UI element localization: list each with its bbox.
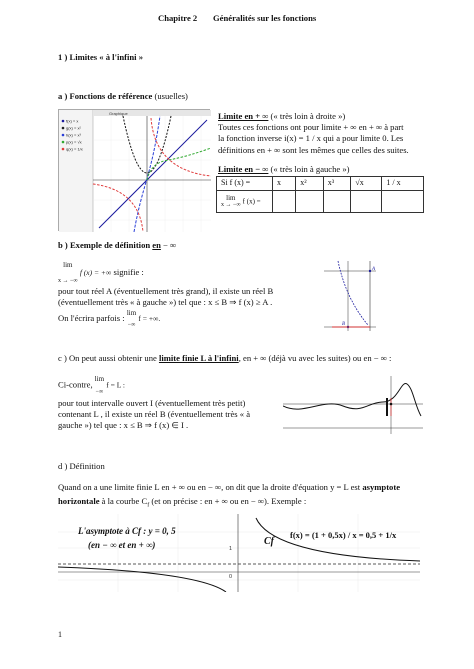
part-c-text1: pour tout intervalle ouvert I (éventuellement très petit) (58, 398, 246, 408)
limit-plus-title-rest: (« très loin à droite ») (268, 111, 346, 121)
part-d-tick-1: 1 (229, 546, 233, 552)
part-a-title-rest: (usuelles) (152, 91, 188, 101)
part-c-title (58, 353, 448, 364)
limit-plus-text2: la fonction inverse i(x) = 1 / x qui a pour limite 0. Les (218, 133, 404, 144)
part-d-text1b: asymptote (362, 482, 401, 492)
part-d-text-line2 (58, 496, 458, 511)
part-d-text2-sub: f (147, 502, 150, 509)
part-d-formula: f(x) = (1 + 0,5x) / x = 0,5 + 1/x (290, 530, 397, 540)
limits-table-cell-x2: x² (296, 177, 324, 191)
limit-minus-title: Limite en − ∞ (218, 164, 269, 174)
part-d-text2c: (et on précise : en + ∞ ou en − ∞). Exemple : (149, 496, 307, 506)
geogebra-item-4: p(x) = √x (66, 139, 82, 145)
part-c-graph (283, 376, 423, 434)
part-b-limit-statement (58, 262, 144, 284)
part-c-lim: lim −∞ (94, 375, 105, 395)
geogebra-screenshot (58, 109, 210, 231)
geogebra-panel-label: Graphique (109, 111, 128, 116)
limit-minus-heading (218, 164, 350, 175)
chapter-title: Généralités sur les fonctions (213, 13, 317, 23)
page-number: 1 (58, 630, 62, 639)
part-a-title-bold: a ) Fonctions de référence (58, 91, 153, 101)
part-a-title (58, 91, 188, 102)
part-c-title-pre: c ) On peut aussi obtenir une (58, 353, 159, 363)
limits-table-row-values (217, 191, 424, 213)
limits-table-value-inverse (382, 191, 424, 213)
limit-minus-title-rest: (« très loin à gauche ») (268, 164, 350, 174)
limit-plus-text3: définitions en + ∞ sont les mêmes que celles des suites. (218, 144, 409, 155)
part-b-title-bold: b ) Exemple de définition (58, 240, 153, 250)
part-d-text1a: Quand on a une limite finie L en + ∞ ou en − ∞, on dit que la droite d'équation y = L est (58, 482, 363, 492)
part-b-signifie: signifie : (111, 266, 144, 277)
part-c-limit-statement (58, 376, 125, 395)
part-b-text3: On l'écrira parfois : (58, 312, 125, 323)
limits-table (216, 176, 424, 213)
part-b-short-lim: lim −∞ (126, 309, 137, 328)
part-d-asymptote-line1: L'asymptote à Cf : y = 0, 5 (78, 526, 176, 536)
geogebra-item-1: f(x) = x (66, 118, 79, 124)
part-b-title-rest: − ∞ (160, 240, 177, 250)
limit-plus-block (218, 111, 428, 156)
geogebra-graph (59, 110, 211, 232)
part-d-tick-0: 0 (229, 574, 233, 580)
part-c-lim-expr: f = L : (106, 380, 126, 390)
limits-table-value-x3 (323, 191, 351, 213)
part-d-text2b: à la courbe C (99, 496, 148, 506)
part-c-text3: gauche ») tel que : x ≤ B ⇒ f (x) ∈ I . (58, 420, 189, 431)
part-c-cicontre: Ci-contre, (58, 379, 93, 390)
part-b-definition (58, 286, 318, 308)
limits-table-value-x2 (296, 191, 324, 213)
part-c-title-ul: limite finie L à l'infini (158, 353, 239, 363)
part-d-graph (58, 514, 420, 592)
part-b-lim: lim x → −∞ (58, 261, 78, 284)
limit-plus-text1: Toutes ces fonctions ont pour limite + ∞ en + ∞ à part (218, 122, 404, 133)
part-b-graph-label-a: A (372, 267, 376, 272)
limits-table-value-sqrt (351, 191, 382, 213)
part-b-text2: (éventuellement très « à gauche ») tel que : x ≤ B ⇒ f (x) ≥ A . (58, 297, 273, 308)
part-c-definition (58, 398, 278, 432)
geogebra-item-3: h(x) = x³ (66, 132, 81, 138)
limits-table-lim: lim x → −∞ (221, 194, 241, 208)
part-b-title (58, 240, 176, 251)
limits-table-cell-label: Si f (x) = (217, 177, 273, 191)
part-c-text2: contenant L , il existe un réel B (éventuellement très « à (58, 409, 251, 420)
part-b-graph-label-b: B (342, 322, 346, 327)
limits-table-cell-x: x (273, 177, 296, 191)
limits-table-value-x (273, 191, 296, 213)
part-d-cf-label: Cf (264, 536, 274, 547)
limits-table-row-header (217, 177, 424, 191)
part-c-title-post: , en + ∞ (déjà vu avec les suites) ou en − ∞ : (238, 353, 392, 363)
geogebra-item-5: q(x) = 1/x (66, 146, 83, 152)
part-d-text2a: horizontale (58, 496, 100, 506)
limits-table-cell-sqrt: √x (351, 177, 382, 191)
section1-title: 1 ) Limites « à l'infini » (58, 52, 143, 62)
limits-table-fx: f (x) = (242, 197, 261, 206)
part-d-text-line1 (58, 482, 458, 493)
chapter-label: Chapitre 2 (158, 13, 198, 23)
part-b-lim-expr: f (x) = +∞ (79, 267, 112, 277)
limits-table-cell-x3: x³ (323, 177, 351, 191)
limits-table-cell-inverse: 1 / x (382, 177, 424, 191)
part-b-short-expr: f = +∞. (138, 313, 161, 323)
part-d-asymptote-line2: (en − ∞ et en + ∞) (88, 540, 156, 550)
part-b-title-ul: en (152, 240, 161, 250)
part-d-title: d ) Définition (58, 461, 105, 471)
part-b-text1: pour tout réel A (éventuellement très grand), il existe un réel B (58, 286, 274, 296)
geogebra-item-2: g(x) = x² (66, 125, 81, 131)
limits-table-row-label (217, 191, 273, 213)
limit-plus-title: Limite en + ∞ (218, 111, 269, 121)
part-b-graph (322, 259, 378, 333)
part-b-short-form (58, 310, 160, 328)
